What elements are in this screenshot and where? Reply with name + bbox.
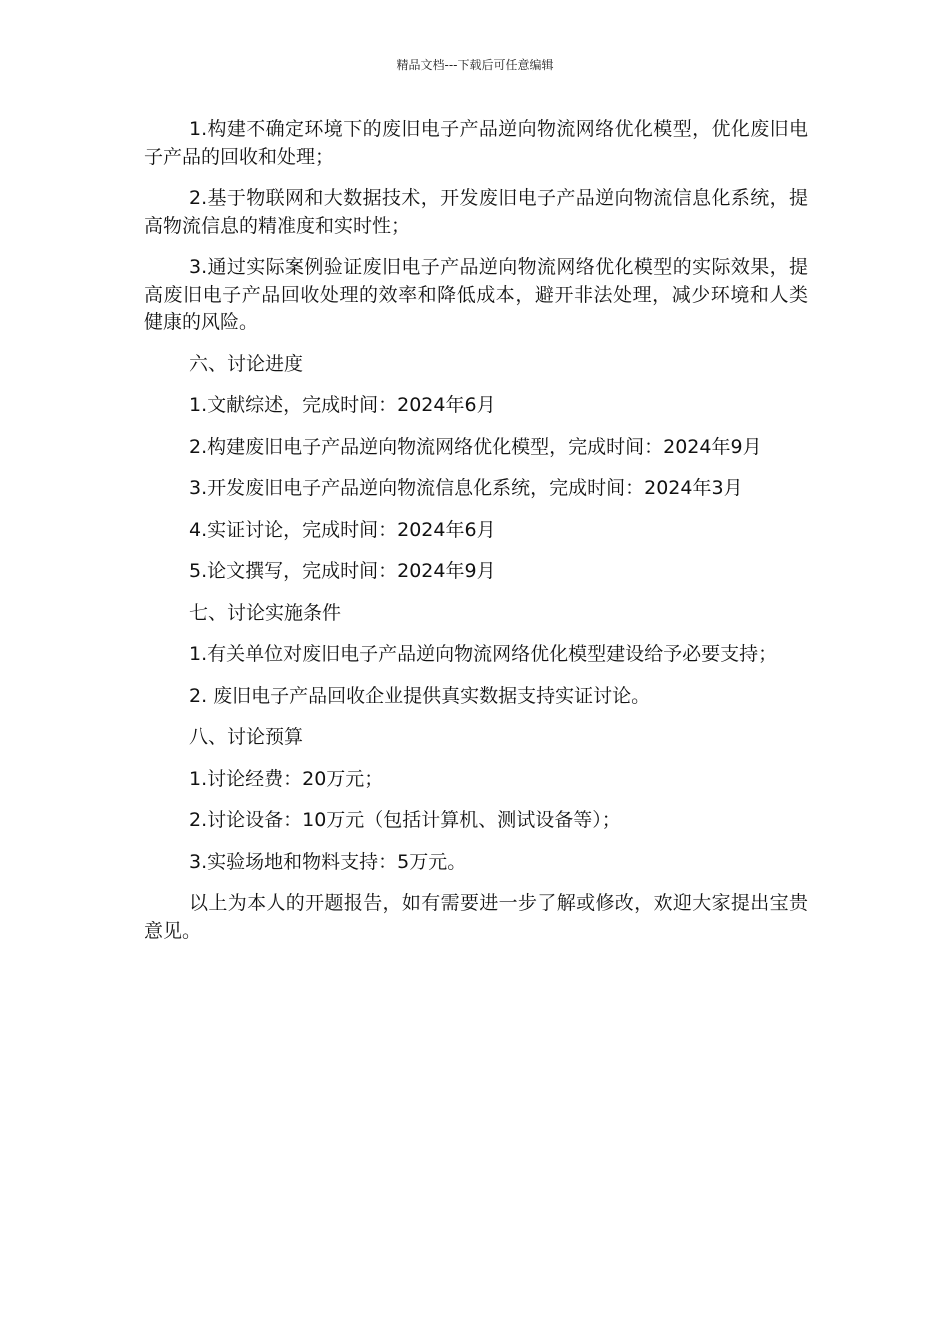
section-heading-schedule: 六、讨论进度 <box>189 352 304 375</box>
goal-1: 1.构建不确定环境下的废旧电子产品逆向物流网络优化模型，优化废旧电子产品的回收和处理； <box>144 118 808 168</box>
schedule-item-4: 4.实证讨论，完成时间：2024年6月 <box>189 518 496 541</box>
page-header: 精品文档---下载后可任意编辑 <box>396 58 554 72</box>
schedule-item-2: 2.构建废旧电子产品逆向物流网络优化模型，完成时间：2024年9月 <box>189 435 762 458</box>
condition-item-2: 2. 废旧电子产品回收企业提供真实数据支持实证讨论。 <box>189 684 651 707</box>
goal-2: 2.基于物联网和大数据技术，开发废旧电子产品逆向物流信息化系统，提高物流信息的精准度和实时性； <box>144 187 808 237</box>
budget-item-3: 3.实验场地和物料支持：5万元。 <box>189 850 467 873</box>
section-heading-conditions: 七、讨论实施条件 <box>189 601 342 624</box>
goal-3: 3.通过实际案例验证废旧电子产品逆向物流网络优化模型的实际效果，提高废旧电子产品回收处理的效率和降低成本，避开非法处理，减少环境和人类健康的风险。 <box>144 256 808 333</box>
budget-item-2: 2.讨论设备：10万元（包括计算机、测试设备等）； <box>189 809 621 831</box>
closing-paragraph: 以上为本人的开题报告，如有需要进一步了解或修改，欢迎大家提出宝贵意见。 <box>144 892 808 942</box>
section-heading-budget: 八、讨论预算 <box>189 726 304 748</box>
budget-item-1: 1.讨论经费：20万元； <box>189 767 384 790</box>
condition-item-1: 1.有关单位对废旧电子产品逆向物流网络优化模型建设给予必要支持； <box>189 643 778 665</box>
schedule-item-1: 1.文献综述，完成时间：2024年6月 <box>189 394 496 416</box>
schedule-item-5: 5.论文撰写，完成时间：2024年9月 <box>189 560 496 582</box>
document-body <box>144 116 808 959</box>
schedule-item-3: 3.开发废旧电子产品逆向物流信息化系统，完成时间：2024年3月 <box>189 477 743 499</box>
